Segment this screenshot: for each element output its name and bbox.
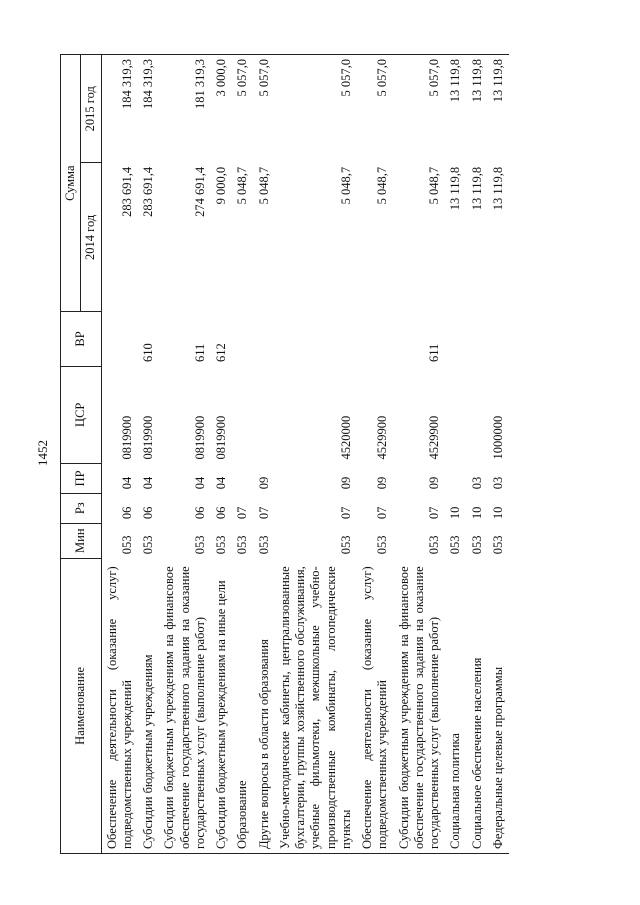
cell-vr — [232, 312, 253, 366]
cell-vr: 612 — [214, 343, 228, 363]
cell-rz: 07 — [235, 506, 250, 520]
cell-pr: 04 — [119, 476, 134, 490]
cell-2015: 13 119,8 — [467, 55, 488, 163]
table-row — [467, 55, 488, 854]
cell-csr: 0819900 — [214, 415, 228, 460]
cell-name: Субсидии бюджетным учреждениям на финансовое обеспечение государственного задания на оказание государственных услуг (выполнение работ) — [159, 558, 211, 853]
table-row — [101, 55, 138, 854]
cell-2014: 274 691,4 — [192, 166, 207, 217]
table-row — [254, 55, 275, 854]
page-number — [33, 438, 53, 468]
cell-pr: 03 — [469, 476, 484, 490]
cell-vr — [445, 312, 466, 366]
cell-2015: 3 000,0 — [211, 55, 232, 163]
cell-2014: 283 691,4 — [119, 166, 134, 217]
cell-2014: 5 048,7 — [375, 166, 390, 205]
cell-name: Учебно-методические кабинеты, централизованные бухгалтерии, группы хозяйственного обслуживания, учебные фильмотеки, межшкольные учебно-производственные комбинаты, логопедические пункты — [275, 558, 357, 853]
table-row — [138, 55, 159, 854]
cell-csr: 4520000 — [338, 415, 353, 460]
header-min: Мин — [61, 523, 102, 558]
header-csr: ЦСР — [61, 366, 102, 464]
cell-vr: 610 — [141, 343, 155, 363]
cell-2015: 13 119,8 — [445, 55, 466, 163]
cell-pr: 09 — [427, 476, 441, 490]
cell-min: 053 — [427, 535, 441, 555]
cell-2015: 5 057,0 — [394, 55, 446, 163]
cell-name: Субсидии бюджетным учреждениям — [138, 558, 159, 853]
cell-vr — [101, 312, 138, 366]
cell-pr: 09 — [375, 476, 390, 490]
cell-min: 053 — [235, 535, 250, 555]
cell-min: 053 — [338, 535, 353, 555]
cell-pr — [445, 464, 466, 494]
table-body — [101, 55, 509, 854]
cell-pr — [232, 464, 253, 494]
cell-rz: 10 — [490, 506, 505, 520]
cell-csr: 0819900 — [141, 415, 155, 460]
cell-2014: 5 048,7 — [338, 166, 353, 205]
cell-vr — [275, 312, 357, 366]
cell-min: 053 — [469, 535, 484, 555]
cell-name: Субсидии бюджетным учреждениям на иные цели — [211, 558, 232, 853]
cell-2015: 5 057,0 — [254, 55, 275, 163]
header-year-2014: 2014 год — [81, 163, 101, 312]
cell-name: Обеспечение деятельности (оказание услуг) подведомственных учреждений — [357, 558, 394, 853]
cell-name: Обеспечение деятельности (оказание услуг) подведомственных учреждений — [101, 558, 138, 853]
header-rz: Рз — [61, 493, 102, 523]
cell-vr: 611 — [427, 343, 441, 363]
table-row — [357, 55, 394, 854]
cell-name: Другие вопросы в области образования — [254, 558, 275, 853]
cell-name: Федеральные целевые программы — [488, 558, 509, 853]
cell-min: 053 — [119, 535, 134, 555]
budget-table-frame — [60, 54, 580, 854]
cell-2014: 283 691,4 — [141, 166, 155, 217]
cell-csr: 0819900 — [119, 415, 134, 460]
cell-rz: 10 — [448, 506, 463, 520]
cell-2014: 5 048,7 — [427, 166, 441, 205]
cell-min: 053 — [141, 535, 155, 555]
header-name: Наименование — [61, 558, 102, 853]
cell-2014: 5 048,7 — [235, 166, 250, 205]
page-number-text: 1452 — [35, 440, 50, 466]
budget-table — [60, 54, 509, 854]
table-row — [159, 55, 211, 854]
cell-vr — [488, 312, 509, 366]
cell-rz: 06 — [192, 506, 207, 520]
cell-pr: 03 — [490, 476, 505, 490]
header-year-2015: 2015 год — [81, 55, 101, 163]
cell-rz: 06 — [141, 506, 155, 520]
header-sum: Сумма — [61, 55, 81, 312]
cell-csr: 4529900 — [427, 415, 441, 460]
cell-2014: 13 119,8 — [469, 166, 484, 211]
cell-2015: 5 057,0 — [275, 55, 357, 163]
cell-2014: 13 119,8 — [448, 166, 463, 211]
cell-name: Субсидии бюджетным учреждениям на финансовое обеспечение государственного задания на оказание государственных услуг (выполнение работ) — [394, 558, 446, 853]
cell-name: Образование — [232, 558, 253, 853]
cell-min: 053 — [256, 535, 271, 555]
table-row — [394, 55, 446, 854]
table-row — [211, 55, 232, 854]
cell-csr — [445, 366, 466, 464]
cell-min: 053 — [448, 535, 463, 555]
table-row — [488, 55, 509, 854]
cell-csr: 1000000 — [490, 415, 505, 460]
cell-pr: 04 — [192, 476, 207, 490]
cell-rz: 06 — [119, 506, 134, 520]
cell-2014: 9 000,0 — [214, 166, 228, 205]
cell-2014: 13 119,8 — [490, 166, 505, 211]
cell-vr — [467, 312, 488, 366]
cell-pr: 04 — [214, 476, 228, 490]
cell-vr: 611 — [192, 343, 207, 363]
cell-rz: 06 — [214, 506, 228, 520]
cell-min: 053 — [490, 535, 505, 555]
cell-rz: 07 — [375, 506, 390, 520]
table-row — [445, 55, 466, 854]
cell-pr: 09 — [338, 476, 353, 490]
cell-rz: 07 — [256, 506, 271, 520]
cell-2015: 184 319,3 — [101, 55, 138, 163]
cell-2014: 5 048,7 — [256, 166, 271, 205]
cell-vr — [254, 312, 275, 366]
cell-min: 053 — [214, 535, 228, 555]
table-row — [232, 55, 253, 854]
cell-csr: 4529900 — [375, 415, 390, 460]
cell-vr — [357, 312, 394, 366]
table-header — [61, 55, 102, 854]
cell-min: 053 — [192, 535, 207, 555]
table-row — [275, 55, 357, 854]
cell-csr — [232, 366, 253, 464]
cell-name: Социальная политика — [445, 558, 466, 853]
cell-rz: 10 — [469, 506, 484, 520]
cell-csr — [467, 366, 488, 464]
cell-2015: 13 119,8 — [488, 55, 509, 163]
cell-rz: 07 — [427, 506, 441, 520]
header-pr: ПР — [61, 464, 102, 494]
cell-rz: 07 — [338, 506, 353, 520]
header-vr: ВР — [61, 312, 102, 366]
cell-csr: 0819900 — [192, 415, 207, 460]
cell-2015: 5 057,0 — [357, 55, 394, 163]
cell-2015: 184 319,3 — [138, 55, 159, 163]
cell-name: Социальное обеспечение населения — [467, 558, 488, 853]
cell-pr: 04 — [141, 476, 155, 490]
cell-2015: 181 319,3 — [159, 55, 211, 163]
cell-csr — [254, 366, 275, 464]
cell-2015: 5 057,0 — [232, 55, 253, 163]
cell-pr: 09 — [256, 476, 271, 490]
cell-min: 053 — [375, 535, 390, 555]
